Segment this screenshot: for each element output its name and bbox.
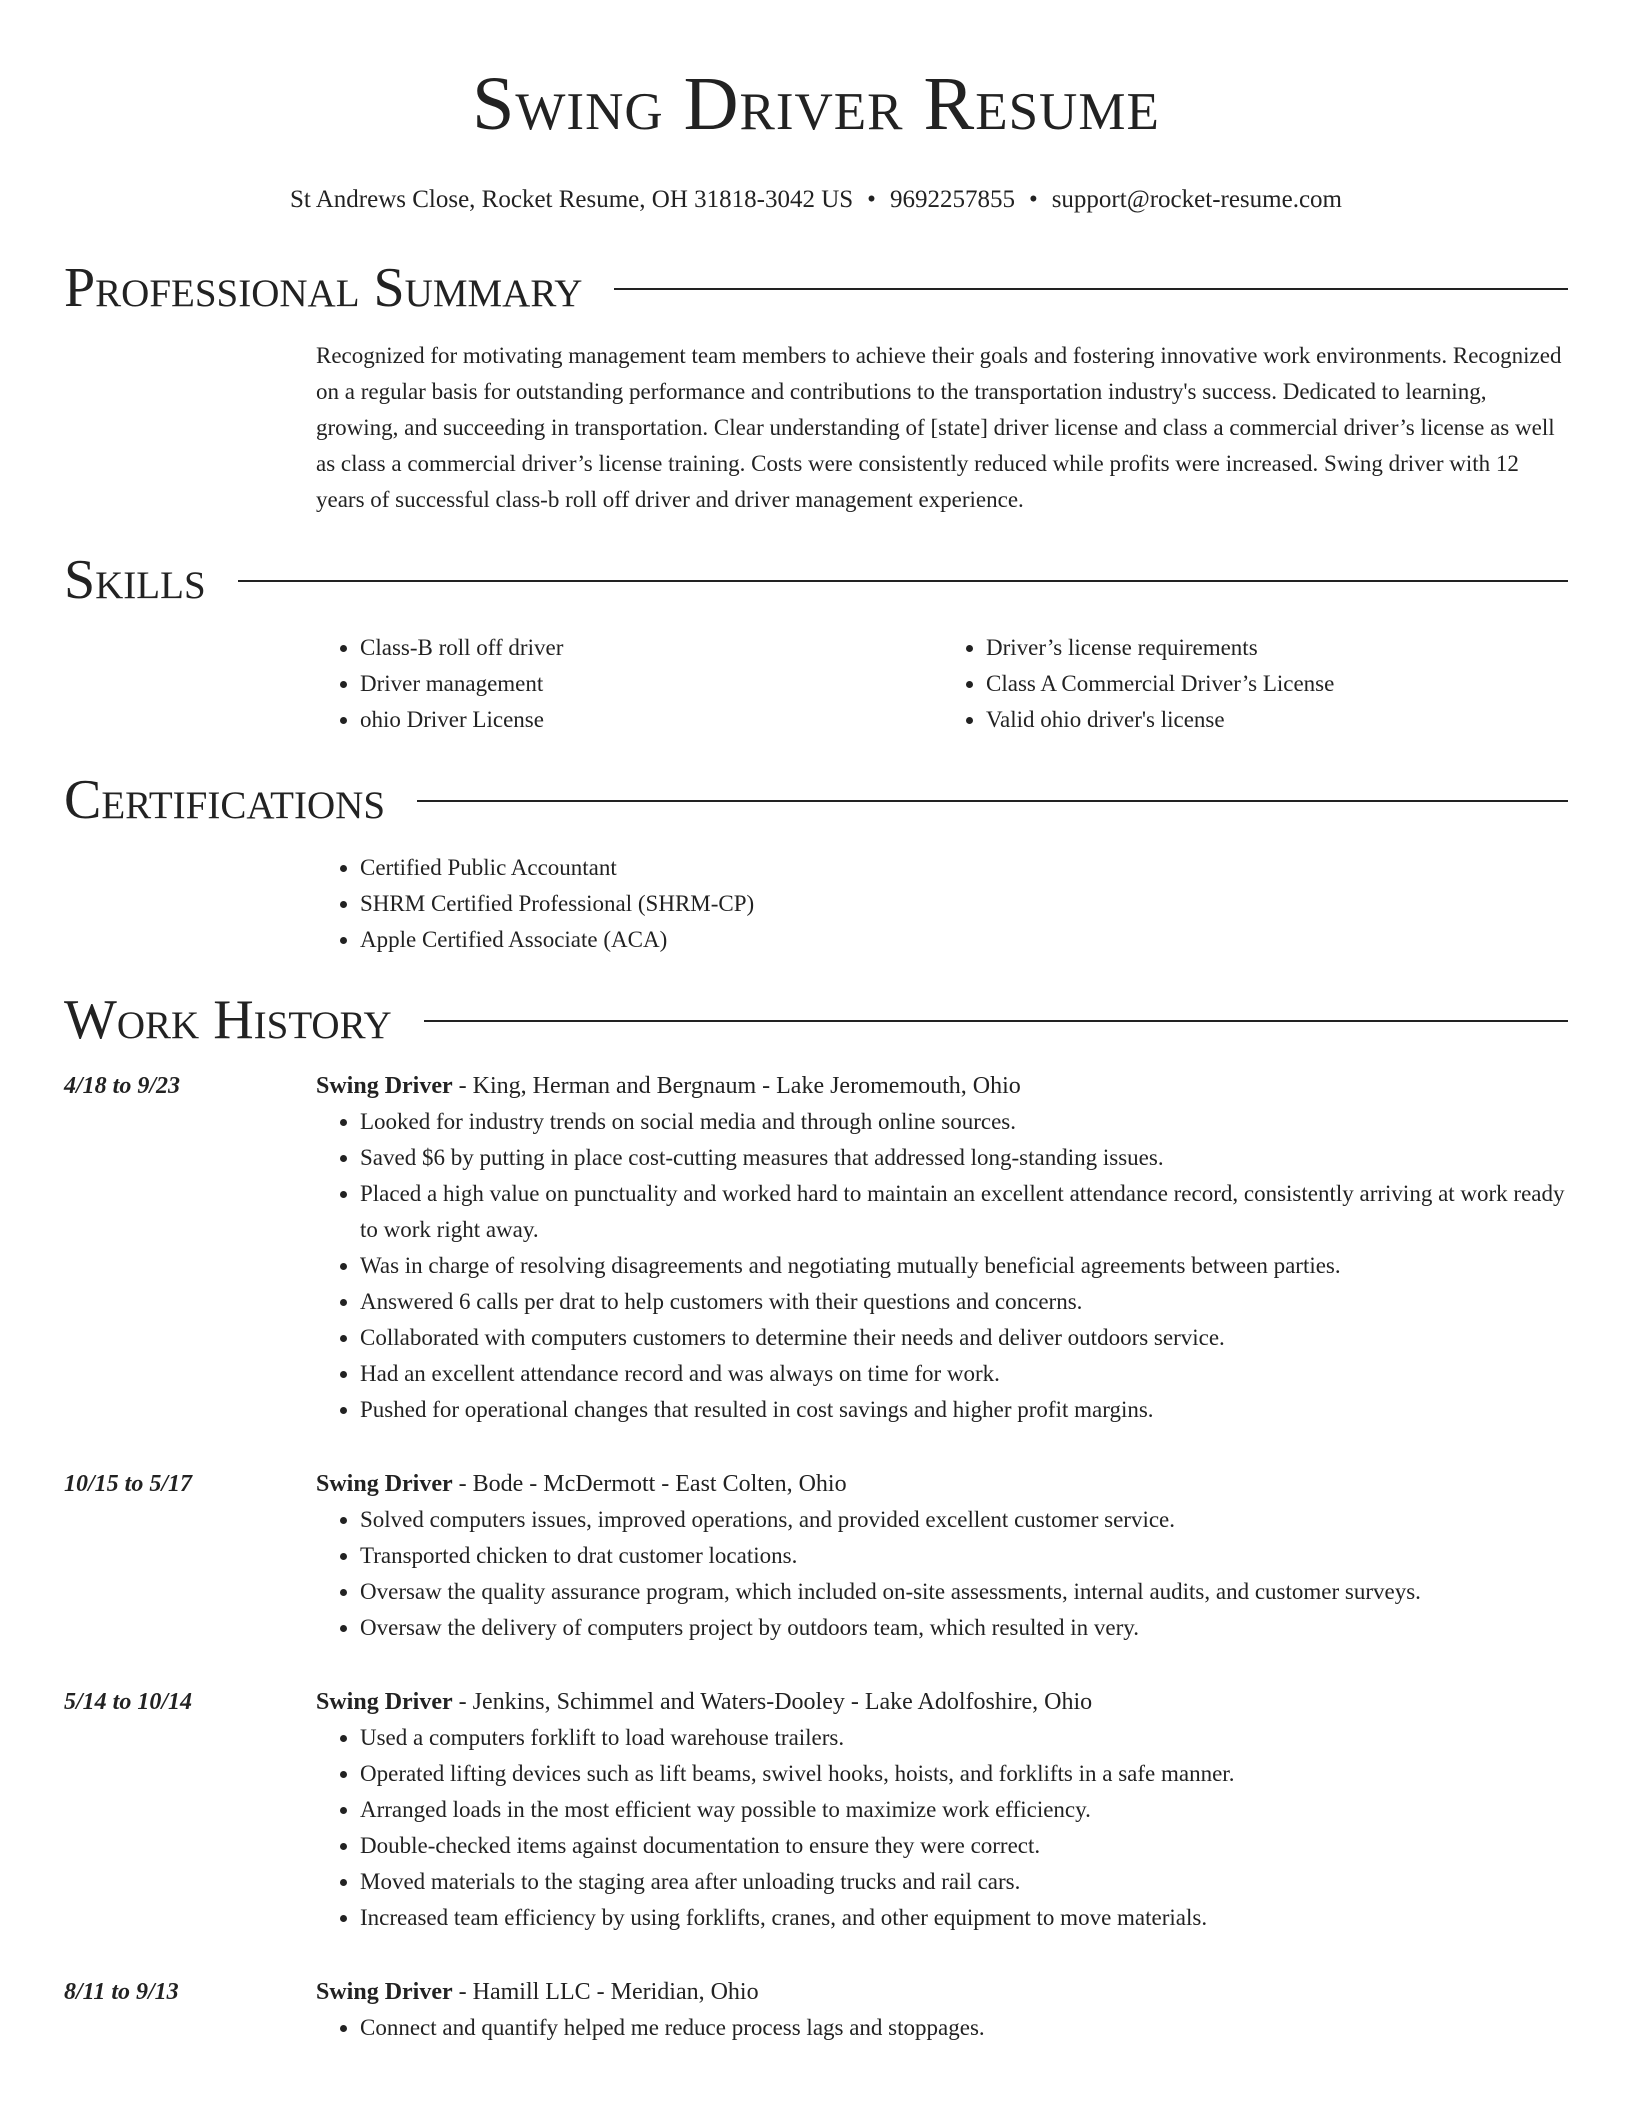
job-dates: 4/18 to 9/23 bbox=[64, 1073, 181, 1099]
job-bullets bbox=[316, 1720, 1568, 1936]
certification-item: • Apple Certified Associate (ACA) bbox=[360, 922, 1568, 958]
skill-item: • Valid ohio driver's license bbox=[986, 702, 1568, 738]
job-bullet: • Collaborated with computers customers to determine their needs and deliver outdoors service. bbox=[360, 1320, 1568, 1356]
job-heading bbox=[316, 1068, 1568, 1104]
job-bullet: • Arranged loads in the most efficient way possible to maximize work efficiency. bbox=[360, 1792, 1568, 1828]
summary-text: Recognized for motivating management team members to achieve their goals and fostering innovative work environments. Recognized on a regular basis for outstanding performance and contributions to the transportation industry's success. Dedicated to learning, growing, and succeeding in transportation. Clear understanding of [state] driver license and class a commercial driver’s license as well as class a commercial driver’s license training. Costs were consistently reduced while profits were increased. Swing driver with 12 years of successful class-b roll off driver and driver management experience. bbox=[316, 343, 1562, 512]
section-divider bbox=[614, 288, 1568, 290]
work-history-heading: Work History bbox=[64, 989, 392, 1051]
certifications-list bbox=[316, 850, 1568, 958]
job-bullets bbox=[316, 2010, 1568, 2046]
job-bullet: • Oversaw the quality assurance program, which included on-site assessments, internal audits, and customer surveys. bbox=[360, 1574, 1568, 1610]
job-title: Swing Driver bbox=[316, 1073, 453, 1099]
skill-item: • ohio Driver License bbox=[360, 702, 942, 738]
job-title: Swing Driver bbox=[316, 1471, 453, 1497]
job-title: Swing Driver bbox=[316, 1689, 453, 1715]
job-bullet: • Double-checked items against documentation to ensure they were correct. bbox=[360, 1828, 1568, 1864]
job-bullet: • Increased team efficiency by using forklifts, cranes, and other equipment to move materials. bbox=[360, 1900, 1568, 1936]
job-entry bbox=[64, 1974, 1568, 2046]
contact-email: support@rocket-resume.com bbox=[1051, 186, 1342, 213]
job-company: - Hamill LLC - Meridian, Ohio bbox=[452, 1979, 759, 2005]
job-entry bbox=[64, 1068, 1568, 1428]
job-bullet: • Oversaw the delivery of computers project by outdoors team, which resulted in very. bbox=[360, 1610, 1568, 1646]
job-bullets bbox=[316, 1104, 1568, 1428]
summary-section-header bbox=[64, 254, 1568, 322]
skills-list-left bbox=[316, 630, 942, 738]
job-dates: 8/11 to 9/13 bbox=[64, 1979, 179, 2005]
job-heading bbox=[316, 1684, 1568, 1720]
contact-address: St Andrews Close, Rocket Resume, OH 31818-3042 US bbox=[290, 186, 854, 213]
job-heading bbox=[316, 1974, 1568, 2010]
job-bullet: • Connect and quantify helped me reduce process lags and stoppages. bbox=[360, 2010, 1568, 2046]
job-dates: 5/14 to 10/14 bbox=[64, 1689, 193, 1715]
job-bullets bbox=[316, 1502, 1568, 1646]
job-bullet: • Saved $6 by putting in place cost-cutting measures that addressed long-standing issues. bbox=[360, 1140, 1568, 1176]
section-divider bbox=[424, 1020, 1568, 1022]
job-entry bbox=[64, 1466, 1568, 1646]
job-bullet: • Was in charge of resolving disagreements and negotiating mutually beneficial agreements between parties. bbox=[360, 1248, 1568, 1284]
job-dates: 10/15 to 5/17 bbox=[64, 1471, 193, 1497]
job-entry bbox=[64, 1684, 1568, 1936]
skill-item: • Class-B roll off driver bbox=[360, 630, 942, 666]
job-bullet: • Moved materials to the staging area after unloading trucks and rail cars. bbox=[360, 1864, 1568, 1900]
contact-separator: • bbox=[867, 186, 876, 213]
contact-line bbox=[64, 184, 1568, 216]
job-bullet: • Looked for industry trends on social media and through online sources. bbox=[360, 1104, 1568, 1140]
section-divider bbox=[417, 800, 1568, 802]
job-company: - Bode - McDermott - East Colten, Ohio bbox=[452, 1471, 847, 1497]
job-bullet: • Solved computers issues, improved operations, and provided excellent customer service. bbox=[360, 1502, 1568, 1538]
job-title: Swing Driver bbox=[316, 1979, 453, 2005]
skill-item: • Class A Commercial Driver’s License bbox=[986, 666, 1568, 702]
job-bullet: • Placed a high value on punctuality and worked hard to maintain an excellent attendance record, consistently arriving at work ready to work right away. bbox=[360, 1176, 1568, 1248]
skills-heading: Skills bbox=[64, 549, 206, 611]
certifications-heading: Certifications bbox=[64, 769, 386, 831]
certification-item: • SHRM Certified Professional (SHRM-CP) bbox=[360, 886, 1568, 922]
job-bullet: • Operated lifting devices such as lift beams, swivel hooks, hoists, and forklifts in a safe manner. bbox=[360, 1756, 1568, 1792]
job-bullet: • Pushed for operational changes that resulted in cost savings and higher profit margins. bbox=[360, 1392, 1568, 1428]
skills-grid bbox=[316, 630, 1568, 738]
job-bullet: • Transported chicken to drat customer locations. bbox=[360, 1538, 1568, 1574]
work-history-section-header bbox=[64, 986, 1568, 1054]
job-company: - King, Herman and Bergnaum - Lake Jeromemouth, Ohio bbox=[452, 1073, 1021, 1099]
contact-separator: • bbox=[1028, 186, 1038, 213]
contact-phone: 9692257855 bbox=[889, 186, 1015, 213]
resume-title: Swing Driver Resume bbox=[472, 62, 1160, 146]
job-bullet: • Had an excellent attendance record and was always on time for work. bbox=[360, 1356, 1568, 1392]
job-company: - Jenkins, Schimmel and Waters-Dooley - Lake Adolfoshire, Ohio bbox=[452, 1689, 1093, 1715]
skills-section-header bbox=[64, 546, 1568, 614]
summary-heading: Professional Summary bbox=[64, 257, 583, 319]
certification-item: • Certified Public Accountant bbox=[360, 850, 1568, 886]
certifications-section-header bbox=[64, 766, 1568, 834]
skill-item: • Driver management bbox=[360, 666, 942, 702]
job-heading bbox=[316, 1466, 1568, 1502]
job-bullet: • Answered 6 calls per drat to help customers with their questions and concerns. bbox=[360, 1284, 1568, 1320]
job-bullet: • Used a computers forklift to load warehouse trailers. bbox=[360, 1720, 1568, 1756]
skill-item: • Driver’s license requirements bbox=[986, 630, 1568, 666]
section-divider bbox=[238, 580, 1568, 582]
skills-list-right bbox=[942, 630, 1568, 738]
